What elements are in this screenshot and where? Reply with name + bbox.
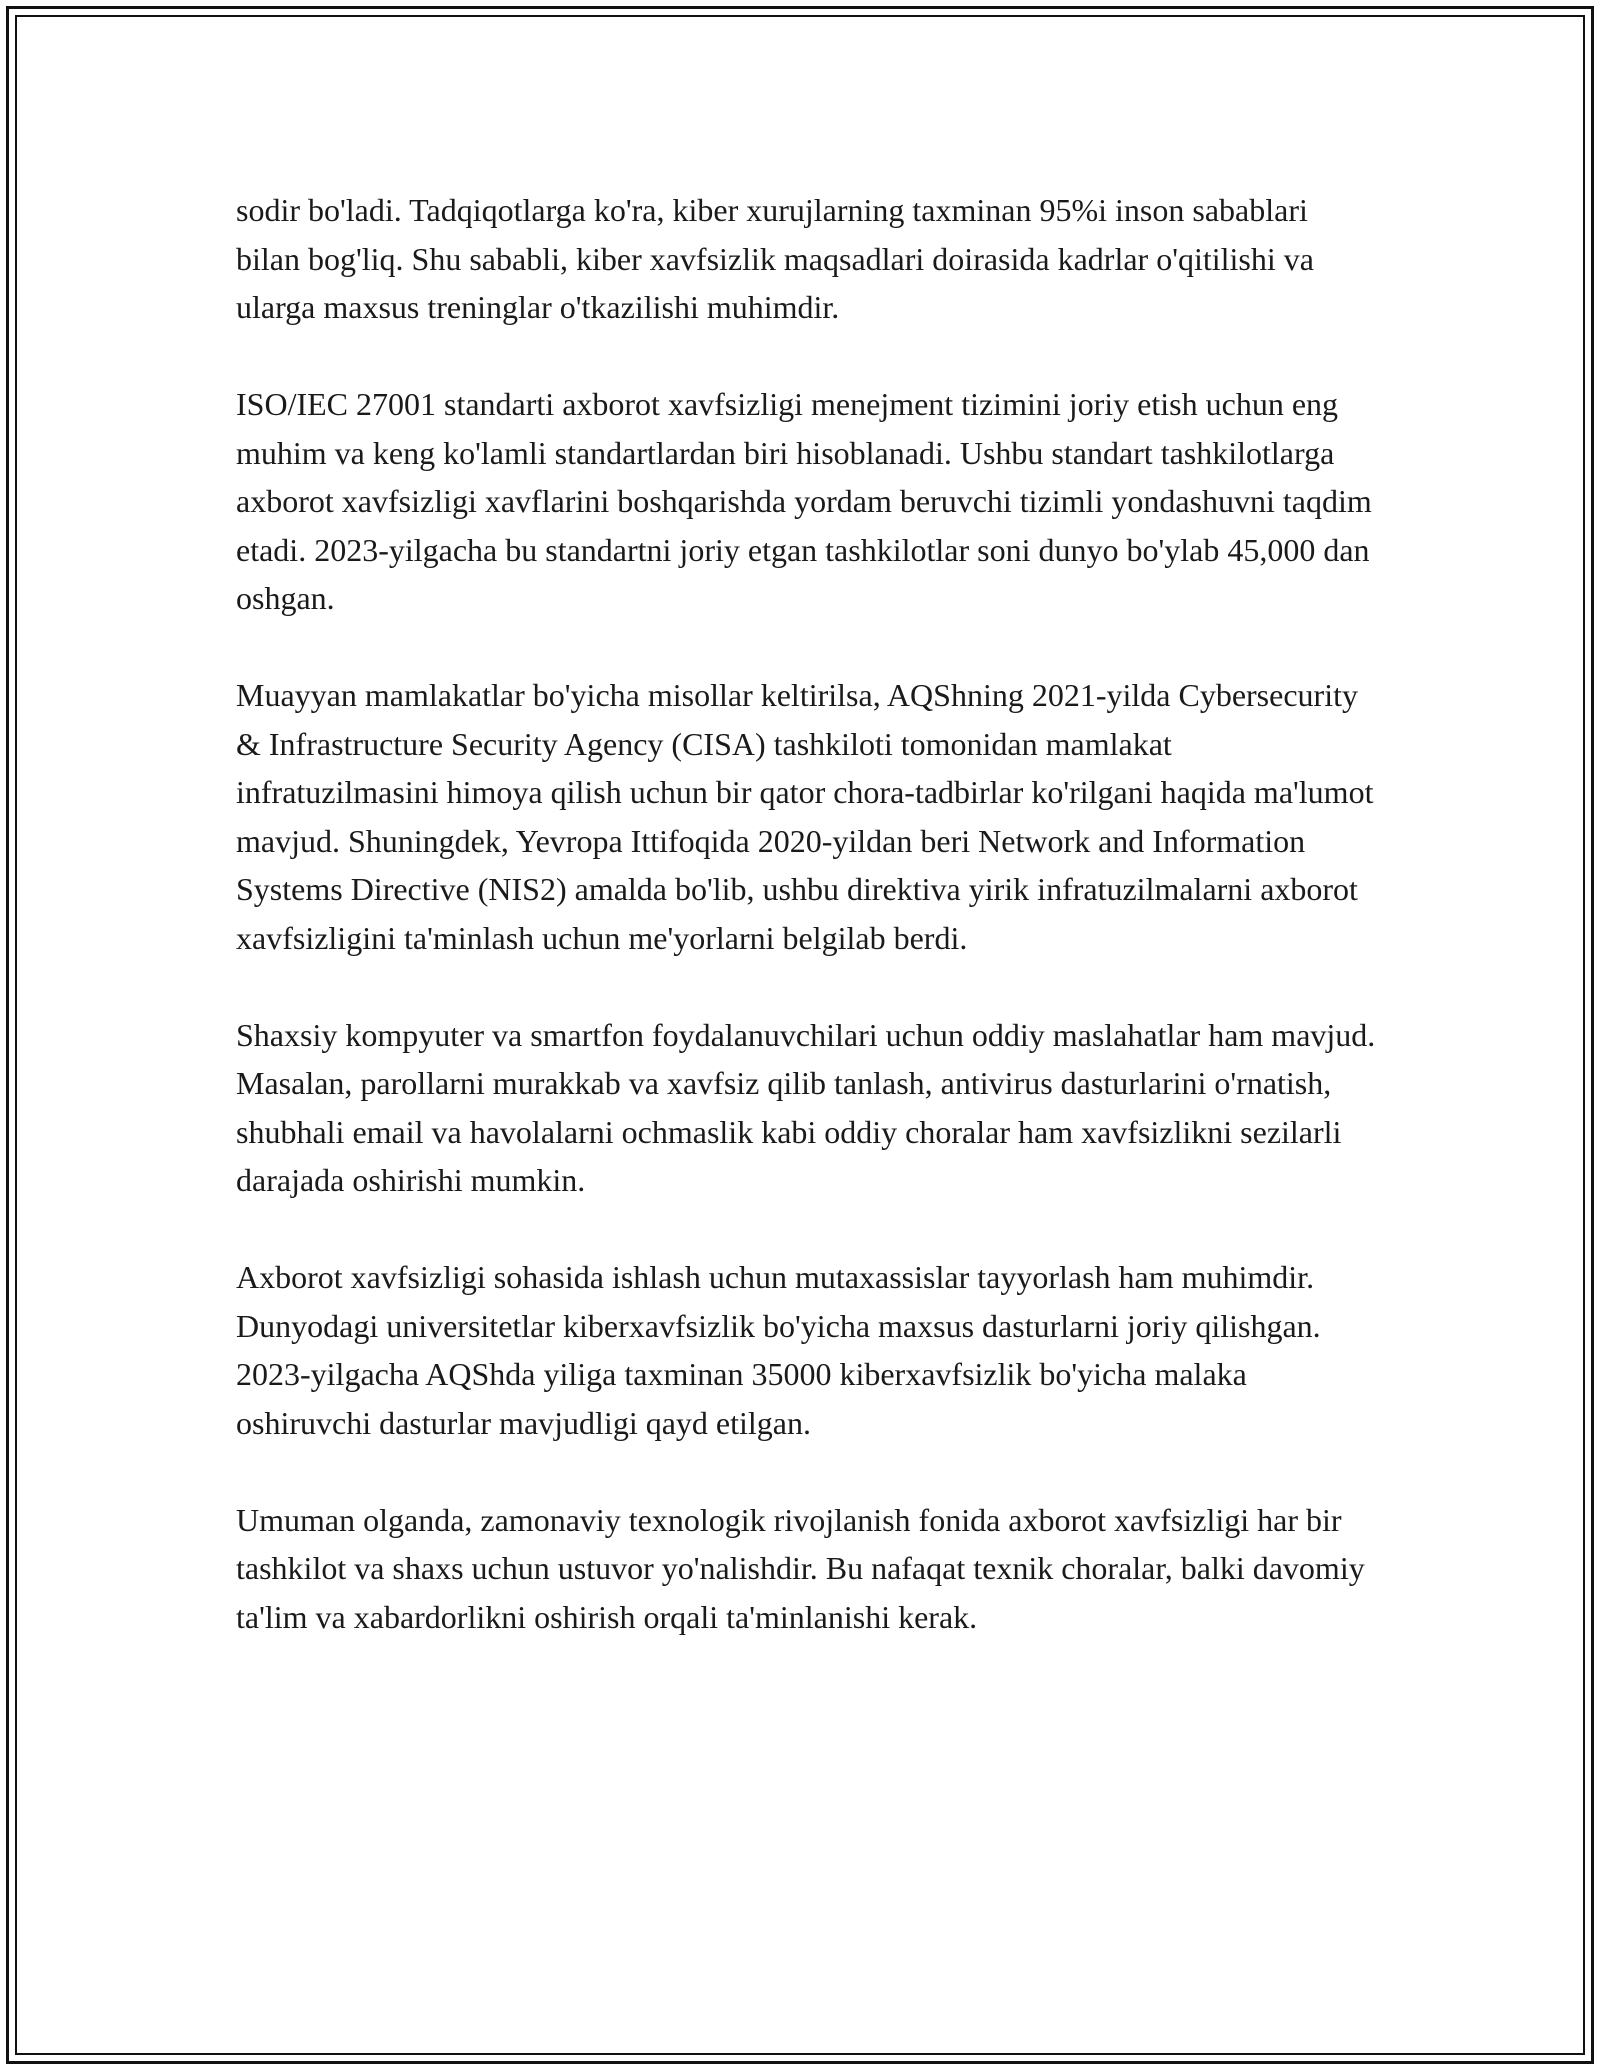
paragraph-iso-27001: ISO/IEC 27001 standarti axborot xavfsizligi menejment tizimini joriy etish uchun eng muhim va keng ko'lamli standartlardan biri hisoblanadi. Ushbu standart tashkilotlarga axborot xavfsizligi xavflarini boshqarishda yordam beruvchi tizimli yondashuvni taqdim etadi. 2023-yilgacha bu standartni joriy etgan tashkilotlar soni dunyo bo'ylab 45,000 dan oshgan. [236, 386, 1372, 616]
paragraph-country-examples: Muayyan mamlakatlar bo'yicha misollar keltirilsa, AQShning 2021-yilda Cybersecurity & Infrastructure Security Agency (CISA) tashkiloti tomonidan mamlakat infratuzilmasini himoya qilish uchun bir qator chora-tadbirlar ko'rilgani haqida ma'lumot mavjud. Shuningdek, Yevropa Ittifoqida 2020-yildan beri Network and Information Systems Directive (NIS2) amalda bo'lib, ushbu direktiva yirik infratuzilmalarni axborot xavfsizligini ta'minlash uchun me'yorlarni belgilab berdi. [236, 677, 1374, 956]
paragraph-personal-tips: Shaxsiy kompyuter va smartfon foydalanuvchilari uchun oddiy maslahatlar ham mavjud. Masalan, parollarni murakkab va xavfsiz qilib tanlash, antivirus dasturlarini o'rnatish, shubhali email va havolalarni ochmaslik kabi oddiy choralar ham xavfsizlikni sezilarli darajada oshirishi mumkin. [236, 1016, 1376, 1198]
paragraph-education: Axborot xavfsizligi sohasida ishlash uchun mutaxassislar tayyorlash ham muhimdir. Dunyodagi universitetlar kiberxavfsizlik bo'yicha maxsus dasturlarni joriy qilishgan. 2023-yilgacha AQShda yiliga taxminan 35000 kiberxavfsizlik bo'yicha malaka oshiruvchi dasturlar mavjudligi qayd etilgan. [236, 1259, 1321, 1441]
document-body [236, 186, 1376, 1690]
paragraph-human-factor: sodir bo'ladi. Tadqiqotlarga ko'ra, kiber xurujlarning taxminan 95%i inson sabablari bilan bog'liq. Shu sababli, kiber xavfsizlik maqsadlari doirasida kadrlar o'qitilishi va ularga maxsus treninglar o'tkazilishi muhimdir. [236, 192, 1314, 325]
paragraph-conclusion: Umuman olganda, zamonaviy texnologik rivojlanish fonida axborot xavfsizligi har bir tashkilot va shaxs uchun ustuvor yo'nalishdir. Bu nafaqat texnik choralar, balki davomiy ta'lim va xabardorlikni oshirish orqali ta'minlanishi kerak. [236, 1501, 1365, 1635]
